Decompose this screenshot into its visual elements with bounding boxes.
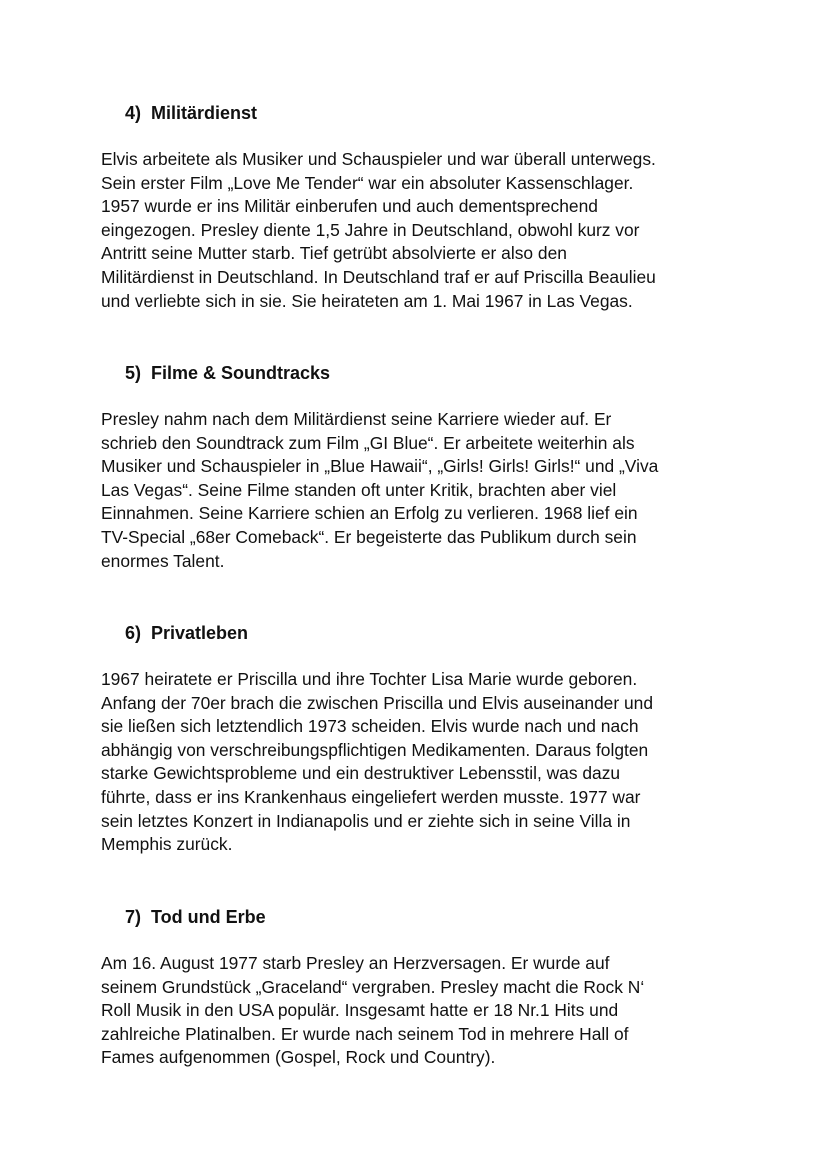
paragraph-line: Fames aufgenommen (Gospel, Rock und Country).	[101, 1047, 496, 1068]
paragraph-line: starke Gewichtsprobleme und ein destruktiver Lebensstil, was dazu	[101, 763, 621, 784]
section-heading-filme-soundtracks	[125, 362, 330, 384]
paragraph-line: und verliebte sich in sie. Sie heirateten am 1. Mai 1967 in Las Vegas.	[101, 290, 633, 311]
section-number: 5)	[125, 363, 142, 383]
section-heading-militaerdienst	[125, 102, 257, 124]
section-title: Privatleben	[151, 623, 249, 643]
section-paragraph-filme-soundtracks	[101, 408, 741, 573]
paragraph-line: Las Vegas“. Seine Filme standen oft unter Kritik, brachten aber viel	[101, 479, 617, 500]
section-number: 6)	[125, 623, 142, 643]
paragraph-line: TV-Special „68er Comeback“. Er begeisterte das Publikum durch sein	[101, 526, 637, 547]
paragraph-line: Sein erster Film „Love Me Tender“ war ein absoluter Kassenschlager.	[101, 172, 634, 193]
section-paragraph-tod-und-erbe	[101, 952, 741, 1070]
section-heading-privatleben	[125, 622, 248, 644]
section-paragraph-privatleben	[101, 668, 741, 857]
paragraph-line: sie ließen sich letztendlich 1973 scheiden. Elvis wurde nach und nach	[101, 716, 639, 737]
paragraph-line: Musiker und Schauspieler in „Blue Hawaii“, „Girls! Girls! Girls!“ und „Viva	[101, 456, 659, 477]
paragraph-line: Militärdienst in Deutschland. In Deutschland traf er auf Priscilla Beaulieu	[101, 266, 656, 287]
paragraph-line: enormes Talent.	[101, 550, 225, 571]
section-paragraph-militaerdienst	[101, 148, 741, 313]
section-number: 7)	[125, 907, 142, 927]
section-title: Filme & Soundtracks	[151, 363, 331, 383]
paragraph-line: Am 16. August 1977 starb Presley an Herzversagen. Er wurde auf	[101, 953, 610, 973]
paragraph-line: Antritt seine Mutter starb. Tief getrübt absolvierte er also den	[101, 243, 567, 264]
paragraph-line: Memphis zurück.	[101, 834, 233, 855]
section-heading-tod-und-erbe	[125, 906, 266, 928]
paragraph-line: Roll Musik in den USA populär. Insgesamt hatte er 18 Nr.1 Hits und	[101, 1000, 619, 1021]
section-title: Tod und Erbe	[151, 907, 266, 927]
section-title: Militärdienst	[151, 103, 258, 123]
paragraph-line: abhängig von verschreibungspflichtigen Medikamenten. Daraus folgten	[101, 739, 649, 760]
paragraph-line: führte, dass er ins Krankenhaus eingeliefert werden musste. 1977 war	[101, 786, 641, 807]
paragraph-line: Einnahmen. Seine Karriere schien an Erfolg zu verlieren. 1968 lief ein	[101, 503, 638, 524]
paragraph-line: 1957 wurde er ins Militär einberufen und auch dementsprechend	[101, 196, 598, 217]
paragraph-line: eingezogen. Presley diente 1,5 Jahre in Deutschland, obwohl kurz vor	[101, 219, 640, 240]
paragraph-line: Elvis arbeitete als Musiker und Schauspieler und war überall unterwegs.	[101, 149, 656, 169]
section-number: 4)	[125, 103, 142, 123]
paragraph-line: Anfang der 70er brach die zwischen Priscilla und Elvis auseinander und	[101, 692, 653, 713]
paragraph-line: zahlreiche Platinalben. Er wurde nach seinem Tod in mehrere Hall of	[101, 1023, 629, 1044]
paragraph-line: seinem Grundstück „Graceland“ vergraben. Presley macht die Rock N‘	[101, 976, 645, 997]
paragraph-line: 1967 heiratete er Priscilla und ihre Tochter Lisa Marie wurde geboren.	[101, 669, 638, 689]
paragraph-line: Presley nahm nach dem Militärdienst seine Karriere wieder auf. Er	[101, 409, 612, 429]
paragraph-line: sein letztes Konzert in Indianapolis und er ziehte sich in seine Villa in	[101, 810, 631, 831]
paragraph-line: schrieb den Soundtrack zum Film „GI Blue“. Er arbeitete weiterhin als	[101, 432, 635, 453]
